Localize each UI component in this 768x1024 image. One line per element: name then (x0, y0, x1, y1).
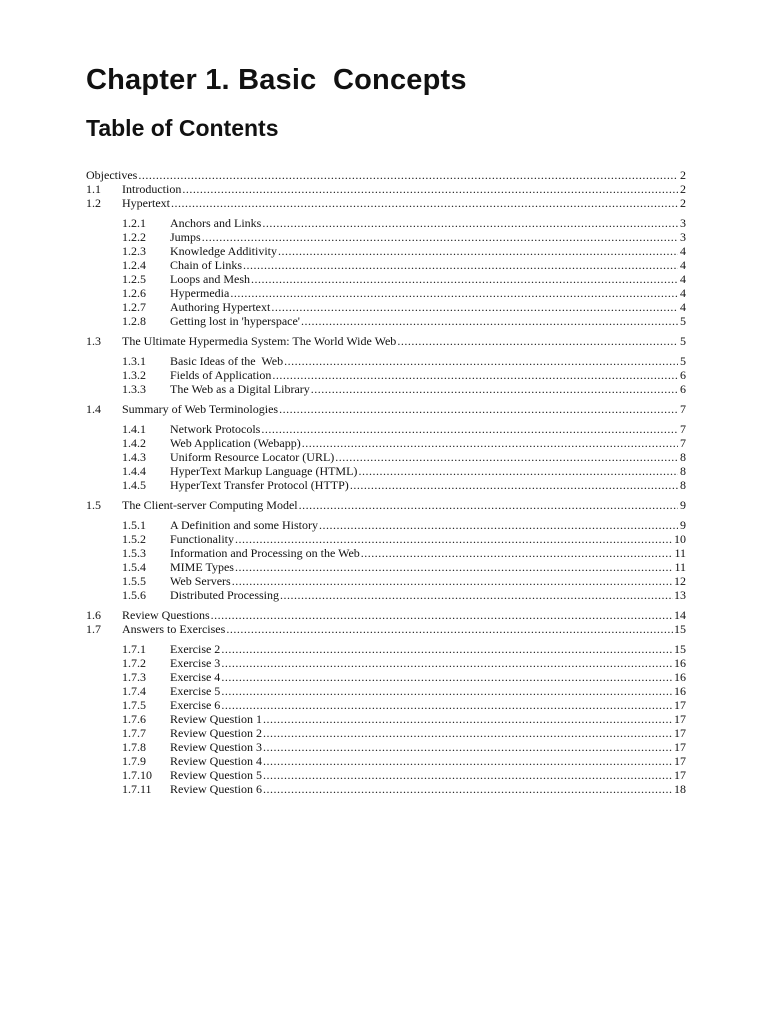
toc-entry-number: 1.4.2 (122, 436, 146, 450)
toc-entry-label: Basic Ideas of the Web (170, 354, 284, 368)
toc-entry-label: Exercise 3 (170, 656, 221, 670)
toc-dot-leader (278, 244, 678, 258)
toc-entry-number: 1.5.2 (122, 532, 146, 546)
toc-entry-label: HyperText Markup Language (HTML) (170, 464, 358, 478)
toc-entry-number: 1.7.5 (122, 698, 146, 712)
toc-entry[interactable] (86, 300, 686, 314)
toc-dot-leader (251, 272, 678, 286)
toc-dot-leader (335, 450, 678, 464)
toc-entry[interactable] (86, 368, 686, 382)
toc-entry-label: Fields of Application (170, 368, 272, 382)
toc-entry-label: HyperText Transfer Protocol (HTTP) (170, 478, 349, 492)
toc-dot-leader (182, 182, 678, 196)
toc-entry-label: Summary of Web Terminologies (122, 402, 279, 416)
toc-entry-page: 5 (680, 354, 686, 368)
toc-entry-label: Uniform Resource Locator (URL) (170, 450, 335, 464)
toc-entry-number: 1.7.4 (122, 684, 146, 698)
toc-entry-label: Review Question 1 (170, 712, 262, 726)
toc-entry-page: 2 (680, 168, 686, 182)
toc-entry-number: 1.4.1 (122, 422, 146, 436)
toc-entry[interactable] (86, 740, 686, 754)
toc-entry-page: 9 (680, 498, 686, 512)
toc-entry-number: 1.2.2 (122, 230, 146, 244)
toc-entry[interactable] (86, 286, 686, 300)
toc-dot-leader (279, 402, 678, 416)
toc-entry-label: Knowledge Additivity (170, 244, 277, 258)
toc-dot-leader (171, 196, 678, 210)
toc-entry-label: Hypermedia (170, 286, 230, 300)
toc-entry-page: 6 (680, 382, 686, 396)
toc-entry[interactable] (86, 670, 686, 684)
toc-entry-page: 17 (674, 698, 686, 712)
toc-dot-leader (262, 216, 678, 230)
toc-entry[interactable] (86, 656, 686, 670)
toc-entry-number: 1.4.5 (122, 478, 146, 492)
toc-entry[interactable] (86, 588, 686, 602)
toc-entry-page: 18 (674, 782, 686, 796)
toc-entry-page: 16 (674, 656, 686, 670)
toc-entry[interactable] (86, 244, 686, 258)
toc-entry-label: Review Question 2 (170, 726, 262, 740)
toc-entry-page: 10 (674, 532, 686, 546)
toc-dot-leader (221, 642, 673, 656)
toc-entry-label: Authoring Hypertext (170, 300, 271, 314)
toc-entry-page: 14 (674, 608, 686, 622)
toc-entry-number: 1.7.1 (122, 642, 146, 656)
toc-entry-page: 4 (680, 272, 686, 286)
toc-entry-label: Exercise 5 (170, 684, 221, 698)
toc-entry-page: 9 (680, 518, 686, 532)
toc-entry-label: MIME Types (170, 560, 234, 574)
toc-entry[interactable] (86, 354, 686, 368)
toc-entry[interactable] (86, 532, 686, 546)
toc-entry-page: 7 (680, 422, 686, 436)
toc-entry[interactable] (86, 478, 686, 492)
toc-dot-leader (358, 464, 678, 478)
toc-entry-number: 1.7.6 (122, 712, 146, 726)
toc-entry-number: 1.2.3 (122, 244, 146, 258)
toc-entry-page: 16 (674, 670, 686, 684)
toc-entry-number: 1.2.5 (122, 272, 146, 286)
toc-entry-number: 1.7.9 (122, 754, 146, 768)
toc-entry[interactable] (86, 498, 686, 512)
toc-entry-page: 15 (674, 642, 686, 656)
toc-dot-leader (272, 368, 678, 382)
toc-entry-label: Web Servers (170, 574, 231, 588)
toc-entry[interactable] (86, 642, 686, 656)
toc-entry-number: 1.2.7 (122, 300, 146, 314)
toc-dot-leader (263, 712, 673, 726)
toc-entry[interactable] (86, 196, 686, 210)
toc-entry-page: 2 (680, 182, 686, 196)
toc-entry-page: 17 (674, 754, 686, 768)
toc-entry-label: Jumps (170, 230, 201, 244)
toc-entry-number: 1.2.4 (122, 258, 146, 272)
toc-entry-page: 5 (680, 334, 686, 348)
toc-entry-label: Chain of Links (170, 258, 242, 272)
toc-entry[interactable] (86, 684, 686, 698)
toc-entry[interactable] (86, 182, 686, 196)
toc-dot-leader (226, 622, 673, 636)
toc-dot-leader (221, 698, 673, 712)
toc-entry[interactable] (86, 422, 686, 436)
toc-dot-leader (235, 532, 673, 546)
toc-entry-number: 1.3.3 (122, 382, 146, 396)
toc-dot-leader (301, 314, 678, 328)
toc-entry[interactable] (86, 314, 686, 328)
toc-entry-page: 13 (674, 588, 686, 602)
chapter-title: Chapter 1. Basic Concepts (86, 64, 467, 96)
toc-entry-page: 5 (680, 314, 686, 328)
toc-entry-number: 1.5 (86, 498, 101, 512)
toc-entry[interactable] (86, 754, 686, 768)
toc-dot-leader (263, 754, 673, 768)
toc-entry-label: Review Question 4 (170, 754, 262, 768)
toc-entry[interactable] (86, 574, 686, 588)
toc-dot-leader (235, 560, 674, 574)
toc-entry-page: 17 (674, 712, 686, 726)
toc-entry-label: Anchors and Links (170, 216, 262, 230)
toc-entry-number: 1.7.7 (122, 726, 146, 740)
toc-entry-number: 1.5.5 (122, 574, 146, 588)
toc-entry[interactable] (86, 608, 686, 622)
toc-entry[interactable] (86, 546, 686, 560)
toc-entry-number: 1.2.1 (122, 216, 146, 230)
toc-entry-number: 1.7.11 (122, 782, 152, 796)
toc-entry-number: 1.7.10 (122, 768, 152, 782)
toc-entry[interactable] (86, 622, 686, 636)
toc-entry-page: 6 (680, 368, 686, 382)
toc-entry[interactable] (86, 272, 686, 286)
toc-entry-page: 12 (674, 574, 686, 588)
toc-dot-leader (221, 684, 673, 698)
toc-entry-number: 1.5.3 (122, 546, 146, 560)
toc-entry-label: Information and Processing on the Web (170, 546, 360, 560)
toc-entry-label: Exercise 4 (170, 670, 221, 684)
toc-entry-page: 11 (674, 560, 686, 574)
toc-entry-label: Review Question 6 (170, 782, 262, 796)
toc-entry[interactable] (86, 726, 686, 740)
toc-entry-number: 1.5.6 (122, 588, 146, 602)
toc-entry-number: 1.7 (86, 622, 101, 636)
toc-entry-page: 3 (680, 216, 686, 230)
toc-entry-number: 1.4 (86, 402, 101, 416)
toc-dot-leader (271, 300, 678, 314)
toc-entry-page: 4 (680, 258, 686, 272)
toc-dot-leader (138, 168, 678, 182)
toc-entry-label: A Definition and some History (170, 518, 318, 532)
toc-dot-leader (263, 782, 673, 796)
toc-entry-label: Functionality (170, 532, 234, 546)
toc-entry-page: 8 (680, 478, 686, 492)
toc-dot-leader (221, 670, 673, 684)
toc-dot-leader (211, 608, 673, 622)
toc-entry[interactable] (86, 334, 686, 348)
toc-entry-page: 17 (674, 726, 686, 740)
toc-entry[interactable] (86, 216, 686, 230)
toc-dot-leader (243, 258, 678, 272)
toc-entry-page: 4 (680, 286, 686, 300)
toc-entry-label: Exercise 2 (170, 642, 221, 656)
toc-dot-leader (299, 498, 678, 512)
toc-entry-number: 1.2.6 (122, 286, 146, 300)
toc-entry-number: 1.3.2 (122, 368, 146, 382)
toc-entry-label: Review Question 3 (170, 740, 262, 754)
toc-entry-number: 1.2.8 (122, 314, 146, 328)
toc-entry-page: 2 (680, 196, 686, 210)
toc-entry[interactable] (86, 712, 686, 726)
toc-entry-number: 1.5.1 (122, 518, 146, 532)
toc-dot-leader (311, 382, 678, 396)
toc-entry-number: 1.4.4 (122, 464, 146, 478)
toc-dot-leader (302, 436, 678, 450)
toc-entry-page: 17 (674, 740, 686, 754)
toc-entry-number: 1.3.1 (122, 354, 146, 368)
toc-dot-leader (221, 656, 673, 670)
toc-entry-label: Distributed Processing (170, 588, 279, 602)
toc-dot-leader (284, 354, 678, 368)
toc-entry[interactable] (86, 518, 686, 532)
toc-entry[interactable] (86, 698, 686, 712)
toc-dot-leader (350, 478, 678, 492)
toc-entry-label: Answers to Exercises (122, 622, 226, 636)
toc-entry-page: 16 (674, 684, 686, 698)
toc-entry-page: 17 (674, 768, 686, 782)
toc-entry-number: 1.7.3 (122, 670, 146, 684)
toc-entry-number: 1.2 (86, 196, 101, 210)
toc-dot-leader (202, 230, 678, 244)
toc-entry-number: 1.3 (86, 334, 101, 348)
toc-entry-label: Web Application (Webapp) (170, 436, 301, 450)
toc-heading: Table of Contents (86, 115, 279, 141)
toc-entry-number: 1.7.8 (122, 740, 146, 754)
toc-entry[interactable] (86, 258, 686, 272)
toc-entry[interactable] (86, 230, 686, 244)
toc-dot-leader (232, 574, 673, 588)
toc-entry-page: 7 (680, 402, 686, 416)
toc-entry-label: Getting lost in 'hyperspace' (170, 314, 300, 328)
toc-dot-leader (319, 518, 678, 532)
toc-dot-leader (261, 422, 678, 436)
table-of-contents (86, 168, 686, 796)
toc-entry-label: Introduction (122, 182, 182, 196)
toc-dot-leader (397, 334, 678, 348)
toc-entry-label: Review Questions (122, 608, 210, 622)
toc-entry[interactable] (86, 464, 686, 478)
toc-entry-label: Loops and Mesh (170, 272, 250, 286)
toc-entry[interactable] (86, 768, 686, 782)
toc-entry-label: The Ultimate Hypermedia System: The World Wide Web (122, 334, 397, 348)
toc-entry-page: 3 (680, 230, 686, 244)
toc-dot-leader (280, 588, 673, 602)
toc-entry[interactable] (86, 782, 686, 796)
toc-dot-leader (361, 546, 674, 560)
toc-dot-leader (263, 768, 673, 782)
toc-entry-number: 1.7.2 (122, 656, 146, 670)
toc-entry[interactable] (86, 450, 686, 464)
toc-entry[interactable] (86, 436, 686, 450)
toc-entry-page: 8 (680, 464, 686, 478)
toc-entry-number: 1.4.3 (122, 450, 146, 464)
toc-entry[interactable] (86, 402, 686, 416)
toc-entry-page: 15 (674, 622, 686, 636)
toc-entry-label: Hypertext (122, 196, 170, 210)
toc-entry-page: 4 (680, 244, 686, 258)
toc-entry-number: 1.1 (86, 182, 101, 196)
toc-entry-page: 8 (680, 450, 686, 464)
toc-entry-label: The Web as a Digital Library (170, 382, 310, 396)
toc-entry-page: 11 (674, 546, 686, 560)
toc-entry-label: Exercise 6 (170, 698, 221, 712)
toc-entry-label: Network Protocols (170, 422, 261, 436)
toc-entry[interactable] (86, 382, 686, 396)
toc-entry-page: 7 (680, 436, 686, 450)
toc-dot-leader (263, 726, 673, 740)
toc-entry-page: 4 (680, 300, 686, 314)
toc-entry[interactable] (86, 168, 686, 182)
toc-entry-label: The Client-server Computing Model (122, 498, 298, 512)
toc-entry-label: Objectives (86, 168, 138, 182)
toc-entry-label: Review Question 5 (170, 768, 262, 782)
toc-entry[interactable] (86, 560, 686, 574)
toc-entry-number: 1.5.4 (122, 560, 146, 574)
toc-entry-number: 1.6 (86, 608, 101, 622)
toc-dot-leader (263, 740, 673, 754)
toc-dot-leader (230, 286, 678, 300)
